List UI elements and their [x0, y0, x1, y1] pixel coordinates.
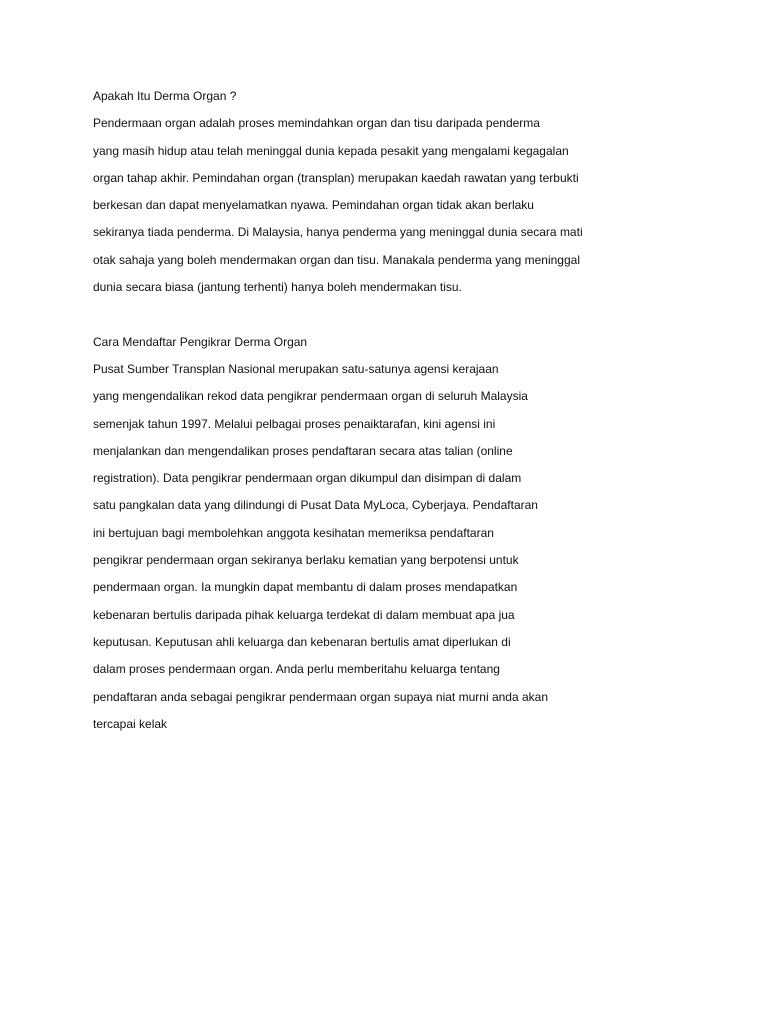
- paragraph-line: yang mengendalikan rekod data pengikrar pendermaan organ di seluruh Malaysia: [93, 389, 528, 404]
- paragraph-gap: [93, 304, 693, 331]
- document-body: [93, 86, 693, 741]
- paragraph-line: satu pangkalan data yang dilindungi di Pusat Data MyLoca, Cyberjaya. Pendaftaran: [93, 498, 538, 513]
- paragraph-line: keputusan. Keputusan ahli keluarga dan kebenaran bertulis amat diperlukan di: [93, 634, 511, 649]
- paragraph-line: pengikrar pendermaan organ sekiranya berlaku kematian yang berpotensi untuk: [93, 553, 519, 568]
- paragraph-line: dunia secara biasa (jantung terhenti) hanya boleh mendermakan tisu.: [93, 280, 462, 295]
- paragraph-line: ini bertujuan bagi membolehkan anggota kesihatan memeriksa pendaftaran: [93, 525, 494, 540]
- paragraph-line: Pendermaan organ adalah proses memindahkan organ dan tisu daripada penderma: [93, 116, 540, 131]
- paragraph-line: berkesan dan dapat menyelamatkan nyawa. Pemindahan organ tidak akan berlaku: [93, 198, 534, 213]
- paragraph-line: yang masih hidup atau telah meninggal dunia kepada pesakit yang mengalami kegagalan: [93, 143, 569, 158]
- section-heading-derma-organ: Apakah Itu Derma Organ ?: [93, 89, 237, 103]
- paragraph-line: dalam proses pendermaan organ. Anda perlu memberitahu keluarga tentang: [93, 662, 500, 677]
- paragraph-line: sekiranya tiada penderma. Di Malaysia, hanya penderma yang meninggal dunia secara mati: [93, 225, 583, 240]
- paragraph-line: menjalankan dan mengendalikan proses pendaftaran secara atas talian (online: [93, 443, 513, 458]
- paragraph-line: semenjak tahun 1997. Melalui pelbagai proses penaiktarafan, kini agensi ini: [93, 416, 496, 431]
- paragraph-line: Pusat Sumber Transplan Nasional merupakan satu-satunya agensi kerajaan: [93, 361, 499, 376]
- paragraph-line: tercapai kelak: [93, 716, 168, 731]
- paragraph-line: otak sahaja yang boleh mendermakan organ dan tisu. Manakala penderma yang meninggal: [93, 252, 580, 267]
- section-heading-cara-mendaftar: Cara Mendaftar Pengikrar Derma Organ: [93, 334, 308, 349]
- paragraph-line: pendermaan organ. Ia mungkin dapat membantu di dalam proses mendapatkan: [93, 580, 518, 595]
- paragraph-line: kebenaran bertulis daripada pihak keluarga terdekat di dalam membuat apa jua: [93, 607, 515, 622]
- paragraph-line: pendaftaran anda sebagai pengikrar pendermaan organ supaya niat murni anda akan: [93, 689, 548, 704]
- paragraph-line: registration). Data pengikrar pendermaan organ dikumpul dan disimpan di dalam: [93, 471, 522, 486]
- paragraph-line: organ tahap akhir. Pemindahan organ (transplan) merupakan kaedah rawatan yang terbukti: [93, 170, 579, 185]
